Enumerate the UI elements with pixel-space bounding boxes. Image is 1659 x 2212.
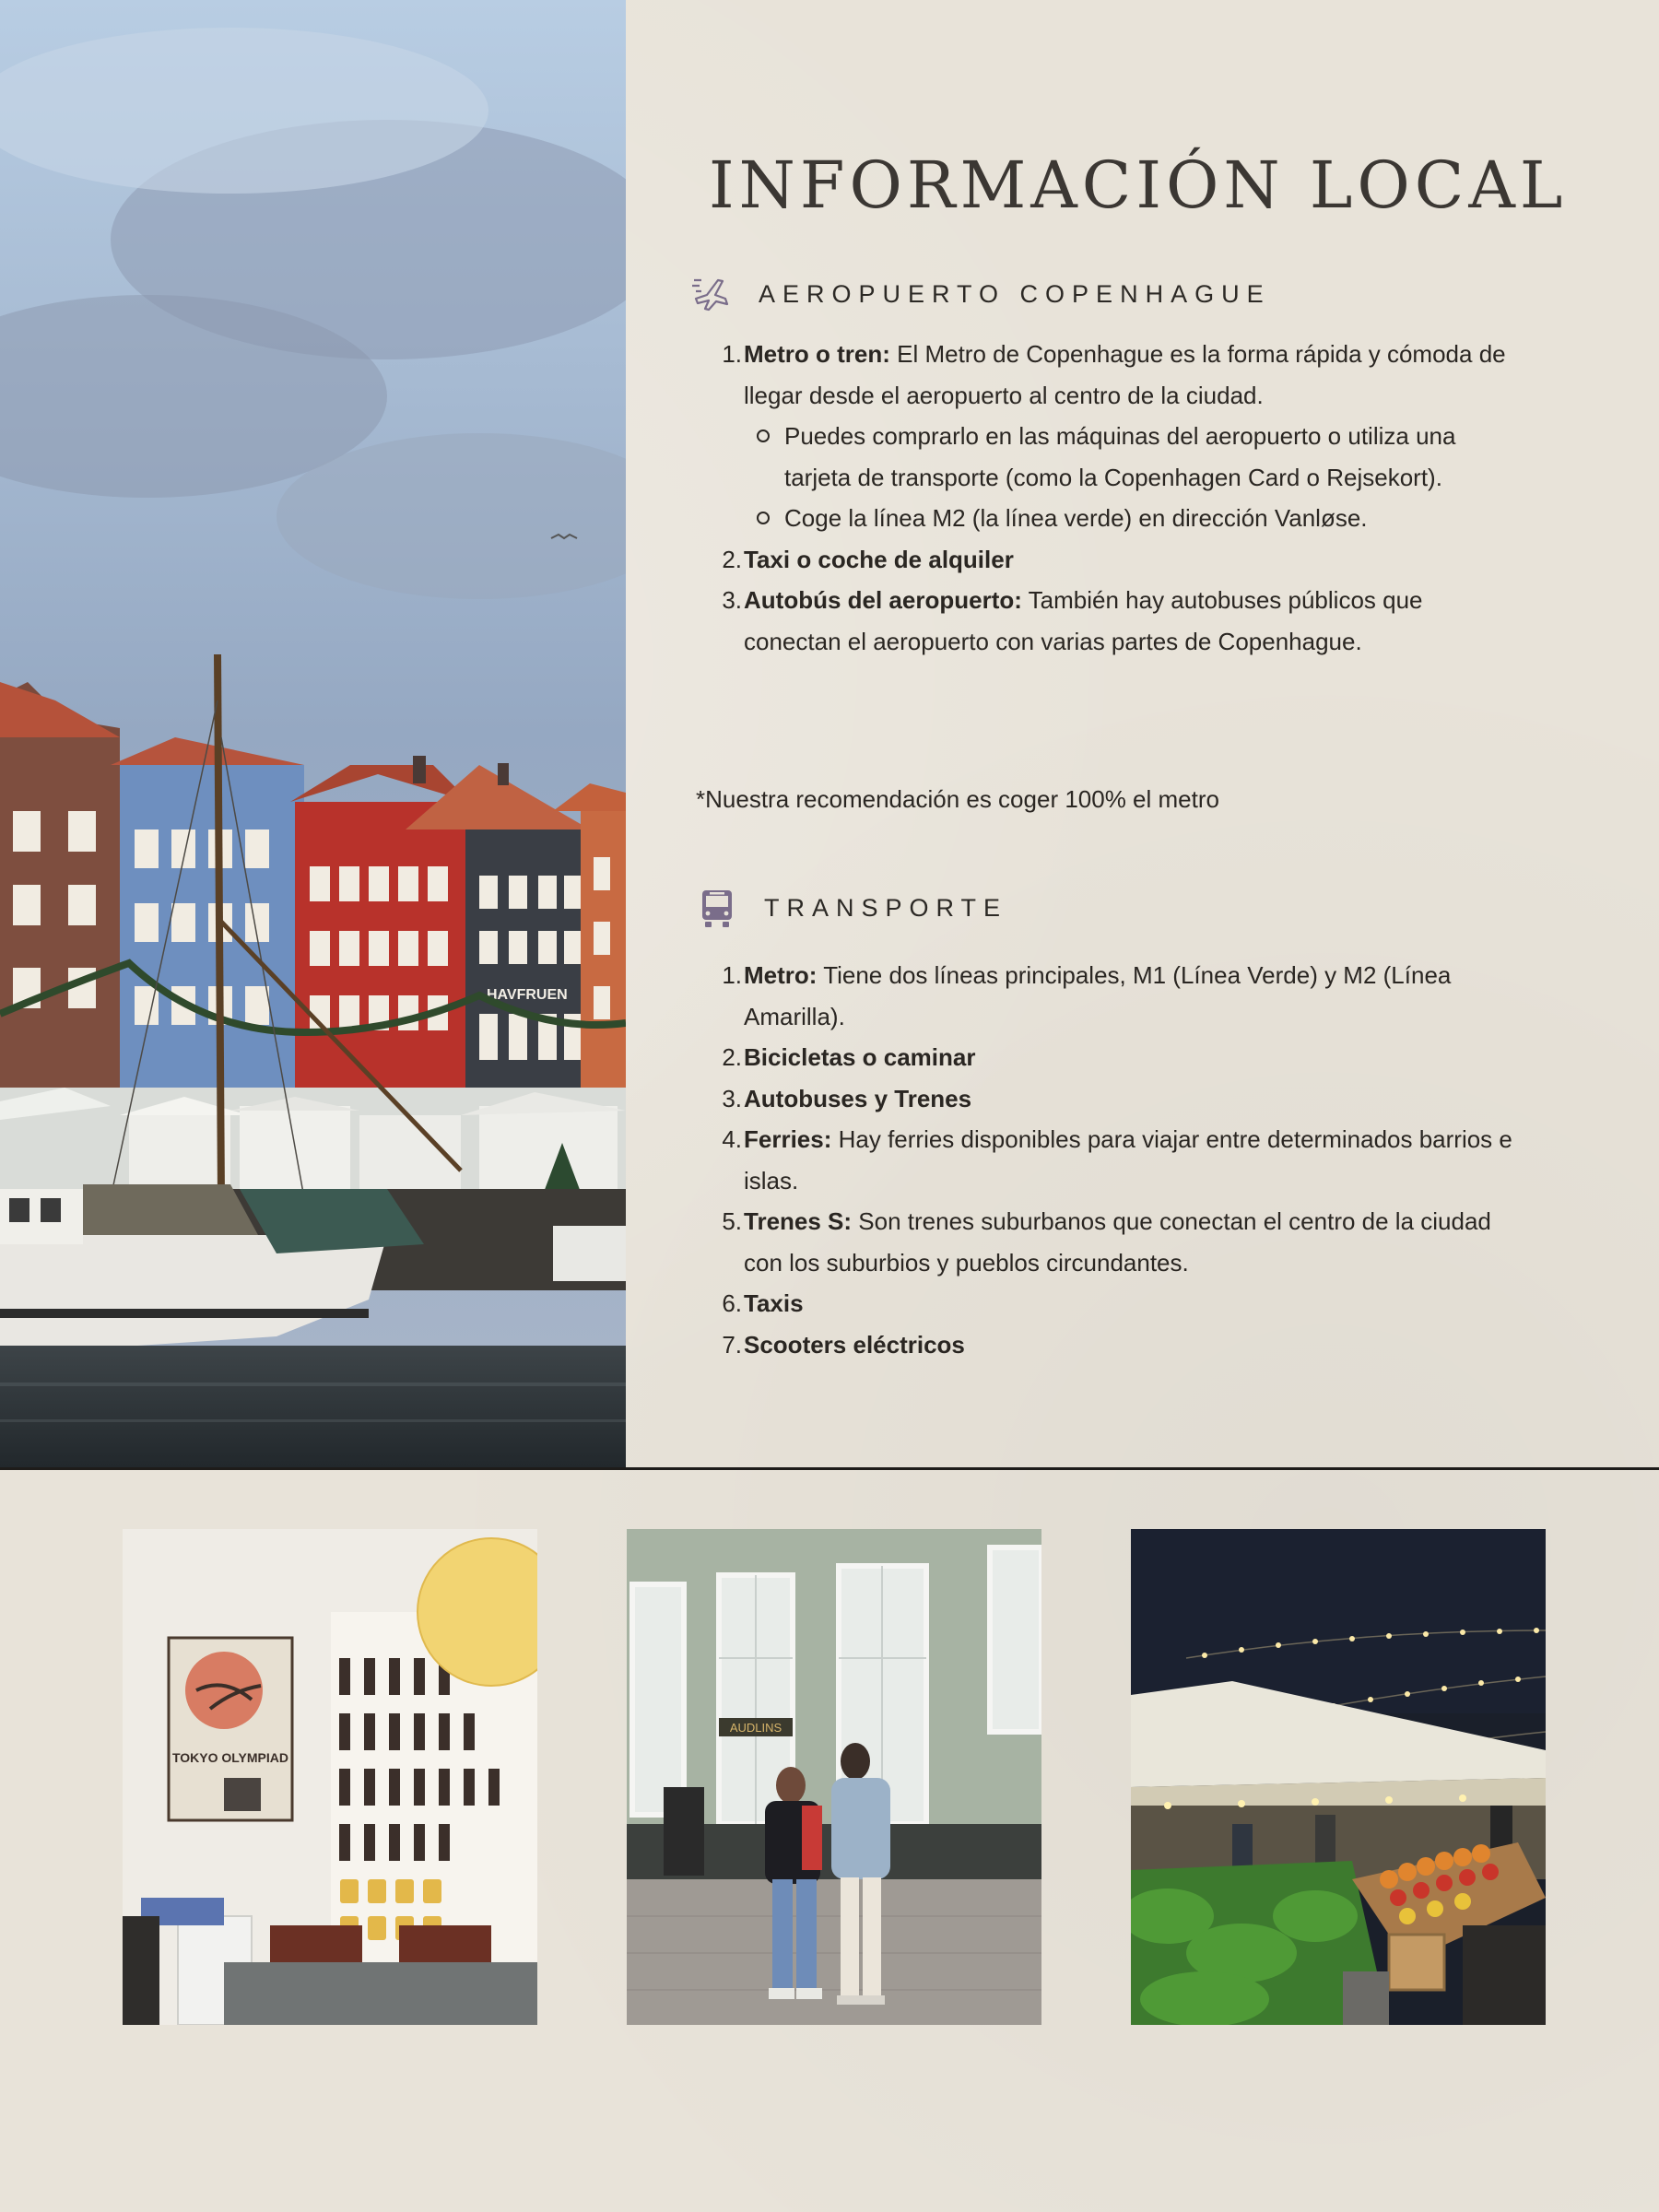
list-item: 3. Autobuses y Trenes: [722, 1084, 972, 1112]
list-item: Puedes comprarlo en las máquinas del aeropuerto o utiliza una tarjeta de transporte (como la Copenhagen Card o Rejsekort).: [744, 416, 1514, 498]
night-market-photo: [1131, 1529, 1546, 2025]
list-item: Coge la línea M2 (la línea verde) en dirección Vanløse.: [744, 498, 1514, 539]
transport-heading: TRANSPORTE: [764, 893, 1008, 922]
transport-section-header: [696, 887, 1007, 929]
page-title: INFORMACIÓN LOCAL: [709, 147, 1568, 223]
nyhavn-harbor-photo: [0, 0, 626, 1467]
list-item: 4. Ferries: Hay ferries disponibles para viajar entre determinados barrios e islas.: [722, 1125, 1512, 1194]
airport-section-header: [690, 273, 1271, 315]
list-item: 1. Metro o tren: El Metro de Copenhague es la forma rápida y cómoda de llegar desde el aeropuerto al centro de la ciudad. Puedes comprarlo en las máquinas del aeropuerto o utiliza una tarjeta de transporte (como la Copenhagen Card o Rejsekort). Coge la línea M2 (la línea verde) en dirección Vanløse.: [703, 334, 1514, 539]
airport-heading: AEROPUERTO COPENHAGUE: [759, 279, 1271, 308]
list-item: 5. Trenes S: Son trenes suburbanos que conectan el centro de la ciudad con los suburbios y pueblos circundantes.: [722, 1207, 1491, 1277]
recommendation-note: *Nuestra recomendación es coger 100% el metro: [696, 785, 1219, 813]
bus-icon: [696, 887, 738, 929]
local-info-panel: [626, 0, 1659, 1467]
cafe-interior-photo: [123, 1529, 537, 2025]
metro-sublist: [744, 416, 1514, 539]
list-item: 1. Metro: Tiene dos líneas principales, M1 (Línea Verde) y M2 (Línea Amarilla).: [722, 961, 1452, 1030]
poster-text: TOKYO OLYMPIAD: [171, 1750, 289, 1765]
airport-list: [703, 334, 1514, 662]
havfruen-sign: HAVFRUEN: [487, 987, 568, 1003]
section-divider: [0, 1467, 1659, 1470]
list-item: 3. Autobús del aeropuerto: También hay autobuses públicos que conectan el aeropuerto con varias partes de Copenhague.: [722, 586, 1423, 655]
list-item: 7. Scooters eléctricos: [722, 1330, 965, 1359]
transport-list: [703, 955, 1514, 1365]
list-item: 2. Taxi o coche de alquiler: [722, 545, 1014, 573]
list-item: 2. Bicicletas o caminar: [722, 1043, 976, 1071]
list-item: 6. Taxis: [722, 1289, 804, 1317]
airplane-icon: [690, 273, 733, 315]
shop-sign: AUDLINS: [729, 1721, 782, 1735]
street-people-photo: [627, 1529, 1041, 2025]
